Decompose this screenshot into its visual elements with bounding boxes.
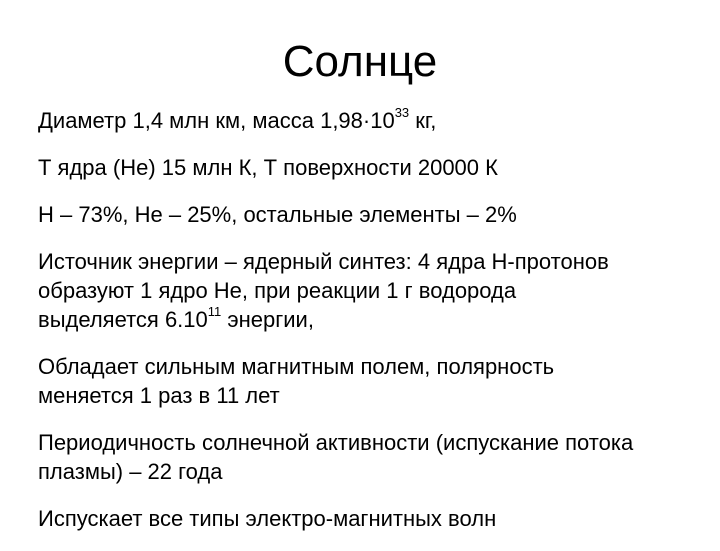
line-text-after: энергии,: [221, 307, 314, 332]
line-text-after: кг,: [409, 108, 437, 133]
line-text: Испускает все типы электро-магнитных волн: [38, 506, 497, 531]
slide-body: [38, 106, 708, 551]
line-text: образуют 1 ядро Не, при реакции 1 г водорода: [38, 278, 517, 303]
slide-title-text: Солнце: [282, 37, 438, 86]
line-text: меняется 1 раз в 11 лет: [38, 383, 280, 408]
paragraph-line: [38, 153, 708, 182]
line-text: Т ядра (Не) 15 млн К, Т поверхности 20000 К: [38, 155, 498, 180]
line-text: Н – 73%, Не – 25%, остальные элементы – 2%: [38, 202, 517, 227]
paragraph-radiation: [38, 504, 708, 533]
line-text: Источник энергии – ядерный синтез: 4 ядра Н-протонов: [38, 249, 609, 274]
line-text: Диаметр 1,4 млн км, масса 1,98·10: [38, 108, 395, 133]
paragraph-temperature: [38, 153, 708, 182]
paragraph-energy-source: [38, 247, 708, 334]
paragraph-line: [38, 276, 708, 305]
paragraph-line: [38, 381, 708, 410]
paragraph-line: [38, 428, 708, 457]
paragraph-composition: [38, 200, 708, 229]
line-text: Обладает сильным магнитным полем, полярность: [38, 354, 555, 379]
paragraph-line: [38, 305, 708, 334]
paragraph-diameter-mass: [38, 106, 708, 135]
paragraph-line: [38, 247, 708, 276]
line-text: выделяется 6.10: [38, 307, 208, 332]
paragraph-line: [38, 352, 708, 381]
paragraph-line: [38, 504, 708, 533]
paragraph-line: [38, 106, 708, 135]
line-superscript: 33: [394, 104, 410, 120]
line-text: плазмы) – 22 года: [38, 459, 223, 484]
line-text: Периодичность солнечной активности (испускание потока: [38, 430, 634, 455]
paragraph-line: [38, 200, 708, 229]
paragraph-solar-activity: [38, 428, 708, 486]
paragraph-line: [38, 457, 708, 486]
paragraph-magnetic-field: [38, 352, 708, 410]
line-superscript: 11: [207, 303, 222, 319]
slide-title: [0, 36, 720, 88]
